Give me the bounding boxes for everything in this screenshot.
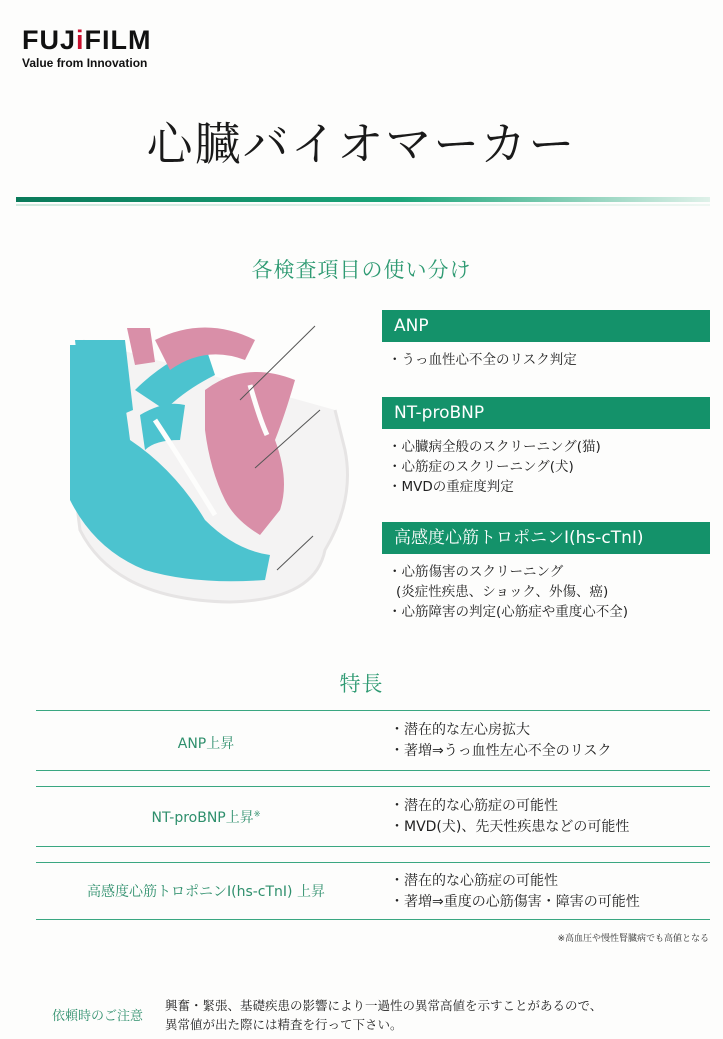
marker-ntprobnp-bar: NT-proBNP [382,397,710,429]
feature-label-ntprobnp-text: NT-proBNP上昇 [151,810,254,826]
feature-label-anp-text: ANP上昇 [177,736,235,752]
marker-troponin-bullets [388,562,628,622]
marker-ntprobnp-bullet: ・心臓病全般のスクリーニング(猫) [388,439,601,455]
heart-illustration [55,300,385,620]
title-divider [16,197,710,202]
features-row-divider [36,770,710,771]
feature-bullets-ntprobnp [390,796,629,838]
features-row-divider [36,846,710,847]
notice-text [165,996,602,1034]
feature-bullet: ・潜在的な心筋症の可能性 [390,798,558,814]
features-section-heading: 特長 [339,672,384,696]
feature-label-ntprobnp [36,807,376,827]
brand-name-part1: FUJ [22,25,77,55]
feature-label-anp [36,733,376,753]
marker-anp-bar: ANP [382,310,710,342]
feature-label-ntprobnp-mark: ※ [253,809,261,819]
notice-line: 興奮・緊張、基礎疾患の影響により一過性の異常高値を示すことがあるので、 [165,998,603,1013]
marker-anp-bullets [388,350,577,370]
feature-bullet: ・潜在的な左心房拡大 [390,722,530,738]
marker-troponin-bullet: ・心筋障害の判定(心筋症や重度心不全) [388,604,629,620]
feature-bullet: ・著増⇒うっ血性左心不全のリスク [390,743,612,759]
marker-ntprobnp-bullets [388,437,601,497]
feature-bullets-troponin [390,871,640,913]
notice-line: 異常値が出た際には精査を行って下さい。 [165,1017,403,1032]
title-divider-shadow [16,204,710,206]
page-title: 心臓バイオマーカー [146,117,577,171]
feature-label-troponin-text: 高感度心筋トロポニンI(hs-cTnI) 上昇 [87,884,325,900]
notice-label: 依頼時のご注意 [52,1009,144,1024]
feature-bullet: ・著増⇒重度の心筋傷害・障害の可能性 [390,894,640,910]
marker-anp-bullet: ・うっ血性心不全のリスク判定 [388,352,577,368]
marker-troponin-bar: 高感度心筋トロポニンI(hs-cTnI) [382,522,710,554]
brand-name [22,26,192,54]
marker-ntprobnp-bullet: ・心筋症のスクリーニング(犬) [388,459,574,475]
footnote: ※高血圧や慢性腎臓病でも高値となる [557,934,709,944]
feature-label-troponin [36,881,376,901]
marker-troponin-bullet: ・心筋傷害のスクリーニング [388,564,564,580]
usage-section-heading: 各検査項目の使い分け [251,258,472,282]
feature-bullet: ・潜在的な心筋症の可能性 [390,873,558,889]
feature-bullets-anp [390,720,611,762]
brand-name-dot: i [76,25,85,55]
brand-tagline: Value from Innovation [22,56,148,70]
fujifilm-logo [22,26,192,70]
features-row-divider [36,862,710,863]
features-row-divider [36,919,710,920]
brand-name-part2: FILM [84,25,152,55]
features-row-divider [36,786,710,787]
marker-ntprobnp-bullet: ・MVDの重症度判定 [388,479,514,495]
feature-bullet: ・MVD(犬)、先天性疾患などの可能性 [390,819,630,835]
features-row-divider [36,710,710,711]
marker-troponin-bullet: (炎症性疾患、ショック、外傷、癌) [396,584,609,600]
